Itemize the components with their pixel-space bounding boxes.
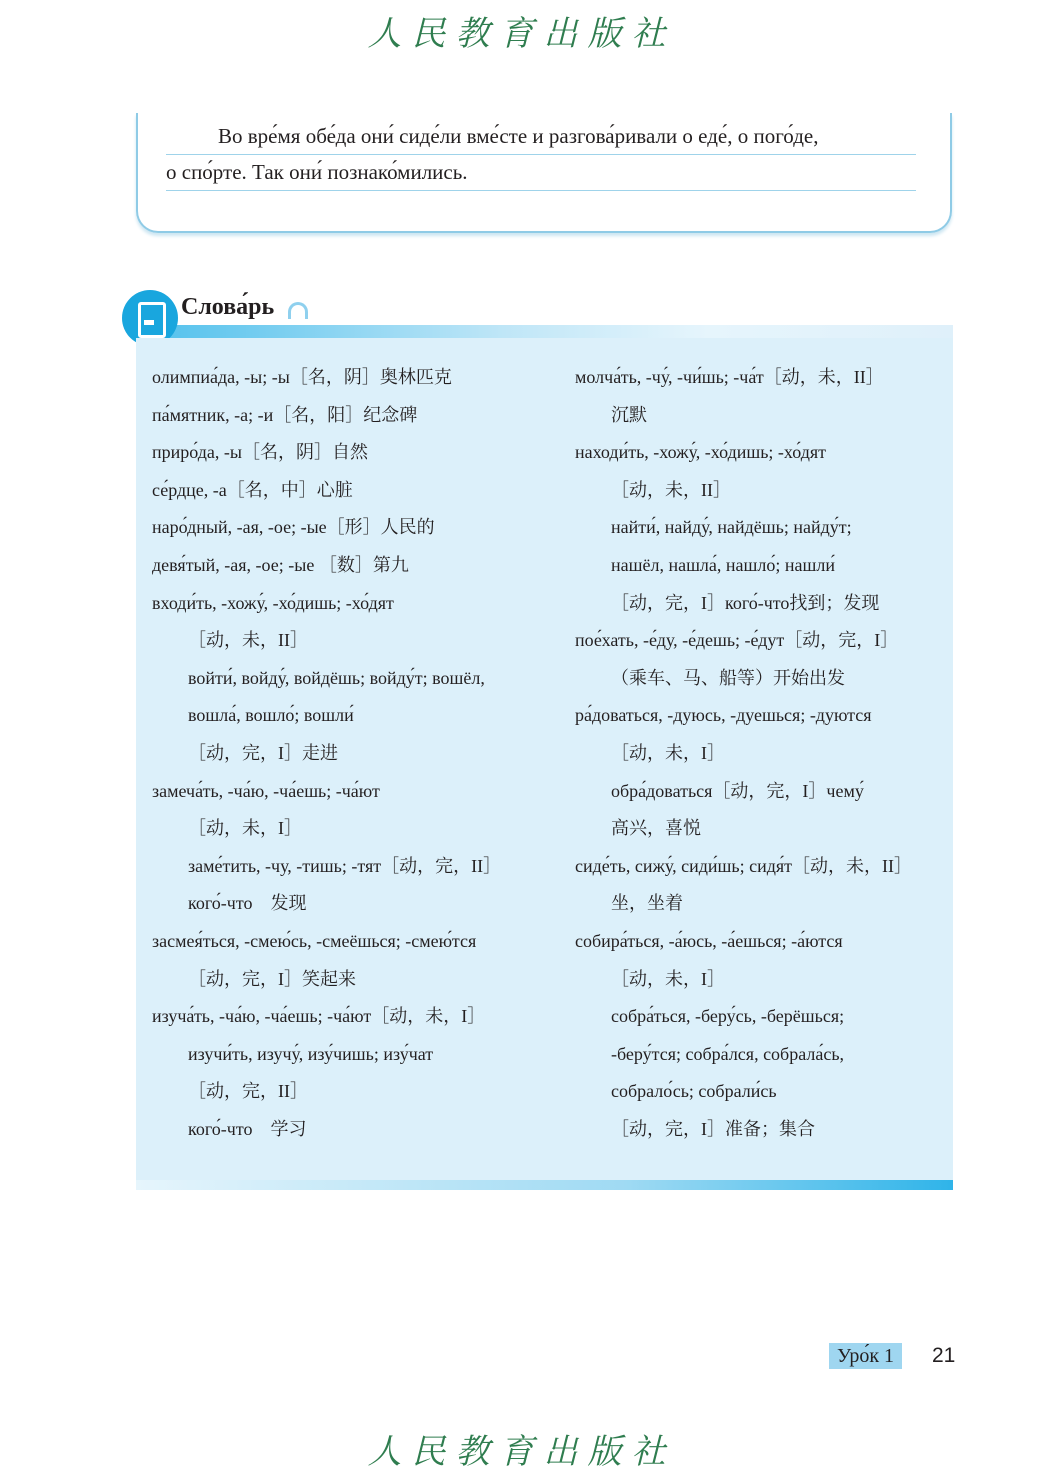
- vocabulary-entry: ［动，完，I］кого́-что找到；发现: [611, 592, 880, 613]
- vocabulary-entry: входи́ть, -хожу́, -хо́дишь; -хо́дят: [152, 592, 394, 613]
- vocabulary-entry: изучи́ть, изучу́, изу́чишь; изу́чат: [188, 1043, 434, 1064]
- text-line: Во вре́мя обе́да они́ сиде́ли вме́сте и разгова́ривали о еде́, о пого́де,: [166, 118, 916, 155]
- vocabulary-entry: молча́ть, -чу́, -чи́шь; -ча́т［动，未，II］: [575, 367, 884, 387]
- headphones-icon[interactable]: [288, 302, 308, 319]
- vocabulary-entry: войти́, войду́, войдёшь; войду́т; вошёл,: [188, 667, 485, 688]
- vocabulary-entry: ра́доваться, -дуюсь, -дуешься; -дуются: [575, 705, 872, 726]
- publisher-logo: 人民教育出版社: [367, 14, 676, 54]
- vocabulary-entry: па́мятник, -а; -и［名，阳］纪念碑: [152, 404, 418, 425]
- vocabulary-entry: засмея́ться, -смею́сь, -смеёшься; -смею́тся: [152, 931, 477, 951]
- vocabulary-entry: 沉默: [611, 404, 647, 425]
- vocabulary-entry: обра́доваться［动，完，I］чему́: [611, 780, 864, 801]
- vocabulary-entry: се́рдце, -а［名，中］心脏: [152, 479, 353, 500]
- vocabulary-entry: ［动，未，I］: [611, 743, 725, 763]
- vocabulary-entry: -беру́тся; собра́лся, собрала́сь,: [611, 1043, 845, 1064]
- vocabulary-entry: ［动，完，I］准备；集合: [611, 1119, 815, 1139]
- vocabulary-entry: замеча́ть, -ча́ю, -ча́ешь; -ча́ют: [152, 780, 380, 801]
- vocabulary-box-bottom-bar: [136, 1180, 953, 1190]
- vocabulary-entry: 高兴，喜悦: [611, 818, 701, 839]
- vocabulary-entry: наро́дный, -ая, -ое; -ые［形］人民的: [152, 517, 435, 538]
- vocabulary-entry: олимпиа́да, -ы; -ы［名，阴］奥林匹克: [152, 367, 452, 387]
- section-header-bar: [136, 325, 953, 338]
- vocabulary-entry: собра́ться, -беру́сь, -берёшься;: [611, 1006, 845, 1027]
- vocabulary-entry: собира́ться, -а́юсь, -а́ешься; -а́ются: [575, 931, 843, 951]
- reading-text-box: [136, 113, 952, 233]
- lesson-label: Уро́к 1: [829, 1343, 902, 1369]
- vocabulary-entry: 坐，坐着: [611, 893, 683, 914]
- vocabulary-entry: девя́тый, -ая, -ое; -ые ［数］第九: [152, 555, 409, 575]
- vocabulary-entry: （乘车、马、船等）开始出发: [611, 667, 845, 688]
- vocabulary-entry: кого́-что 发现: [188, 893, 307, 914]
- vocabulary-entry: вошла́, вошло́; вошли́: [188, 705, 354, 726]
- vocabulary-entry: ［动，未，I］: [611, 968, 725, 989]
- section-title: Слова́рь: [181, 294, 275, 320]
- vocabulary-entry: найти́, найду́, найдёшь; найду́т;: [611, 517, 852, 538]
- vocabulary-entry: ［动，完，II］: [188, 1081, 308, 1102]
- vocabulary-entry: заме́тить, -чу, -тишь; -тят［动，完，II］: [188, 855, 502, 876]
- vocabulary-entry: приро́да, -ы［名，阴］自然: [152, 442, 368, 463]
- vocabulary-entry: кого́-что 学习: [188, 1119, 307, 1139]
- vocabulary-entry: ［动，未，II］: [611, 479, 731, 500]
- page-number: 21: [932, 1344, 956, 1367]
- vocabulary-entry: ［动，未，II］: [188, 630, 308, 651]
- vocabulary-entry: ［动，未，I］: [188, 818, 302, 839]
- vocabulary-entry: пое́хать, -е́ду, -е́дешь; -е́дут［动，完，I］: [575, 630, 899, 651]
- vocabulary-entry: ［动，完，I］走进: [188, 743, 338, 763]
- vocabulary-entry: собрало́сь; собрали́сь: [611, 1081, 777, 1102]
- vocabulary-entry: сиде́ть, сижу́, сиди́шь; сидя́т［动，未，II］: [575, 855, 912, 876]
- text-line: о спо́рте. Так они́ познако́мились.: [166, 154, 916, 191]
- vocabulary-entry: находи́ть, -хожу́, -хо́дишь; -хо́дят: [575, 442, 827, 463]
- vocabulary-entry: изуча́ть, -ча́ю, -ча́ешь; -ча́ют［动，未，I］: [152, 1006, 486, 1027]
- vocabulary-entry: нашёл, нашла́, нашло́; нашли́: [611, 555, 835, 575]
- publisher-logo-bottom: 人民教育出版社: [367, 1432, 676, 1472]
- vocabulary-entry: ［动，完，I］笑起来: [188, 968, 356, 989]
